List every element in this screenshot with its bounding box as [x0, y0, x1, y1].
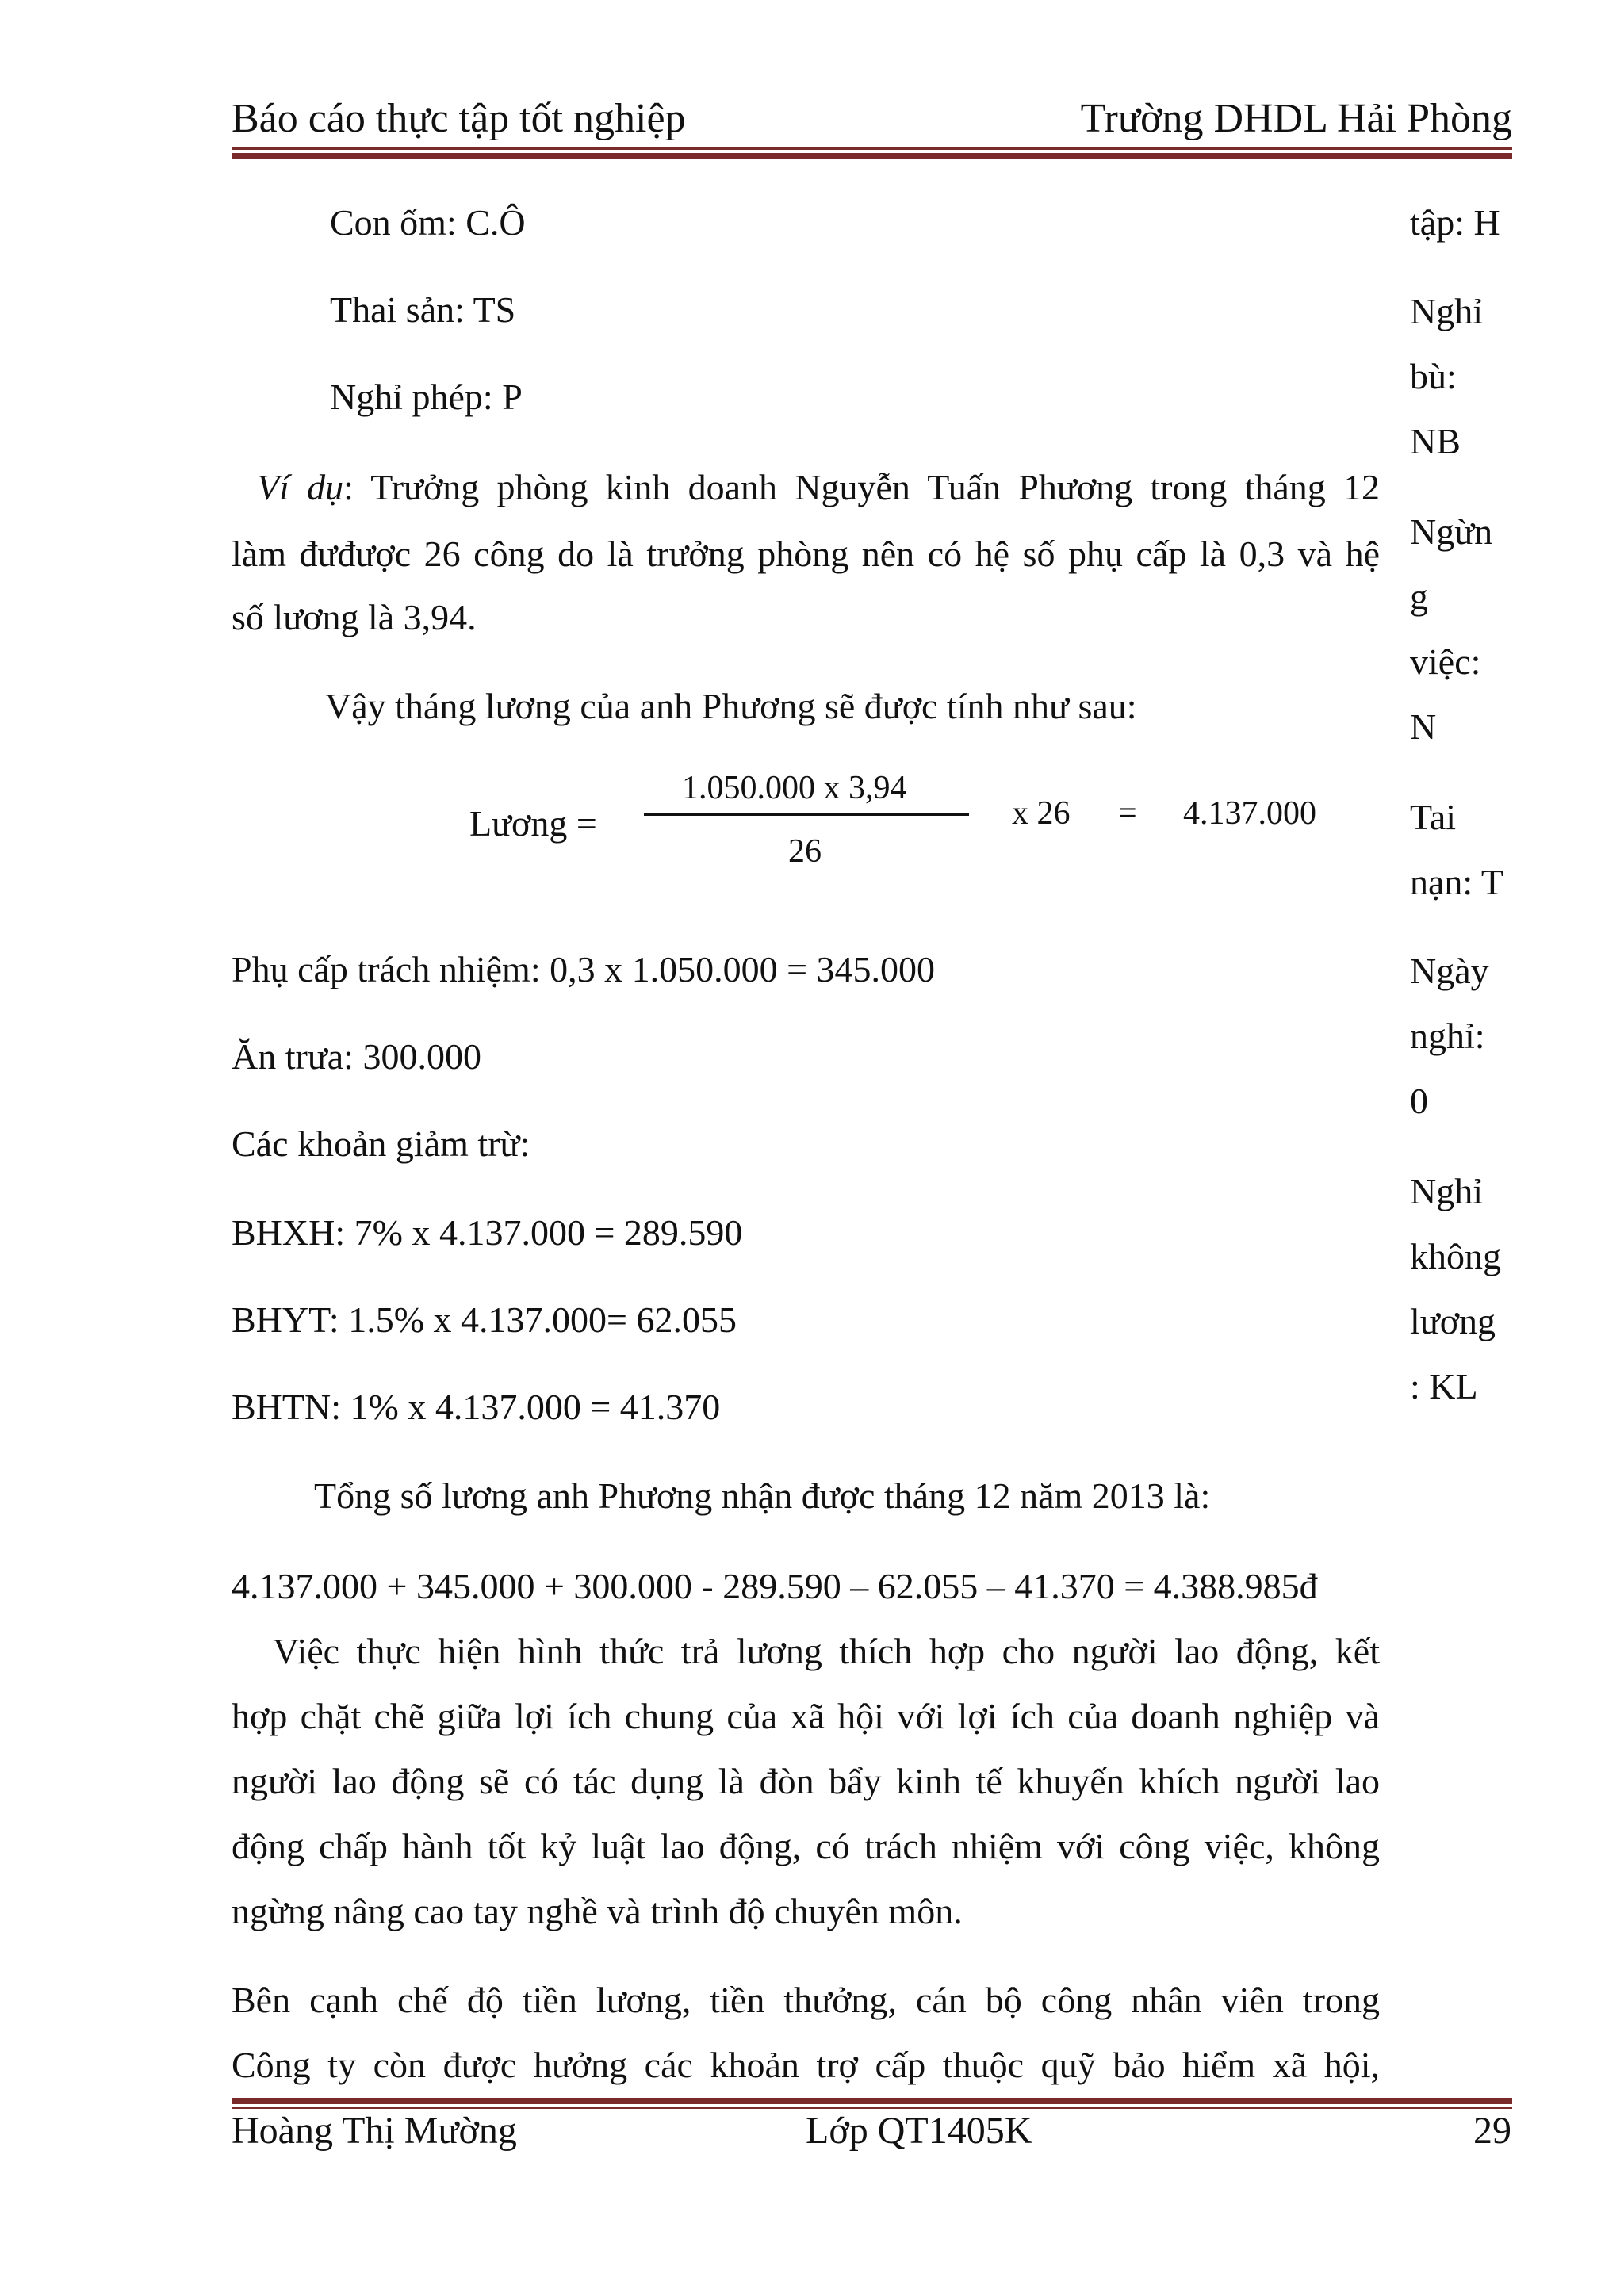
fraction-bar	[644, 813, 969, 816]
formula-lhs: Lương =	[469, 803, 597, 844]
example-label: Ví dụ	[257, 467, 344, 507]
header-rule-thick	[232, 153, 1512, 159]
sidebar-line: tập: H	[1410, 202, 1500, 243]
example-line-2: làm đưđược 26 công do là trưởng phòng nên có hệ số phụ cấp là 0,3 và hệ	[232, 534, 1380, 574]
legend-item: Nghỉ phép: P	[330, 377, 523, 417]
formula-denominator: 26	[788, 833, 822, 870]
total-label: Tổng số lương anh Phương nhận được tháng 12 năm 2013 là:	[314, 1475, 1211, 1516]
intro-text: Vậy tháng lương của anh Phương sẽ được tính như sau:	[325, 686, 1137, 726]
legend-item: Thai sản: TS	[330, 289, 516, 330]
calc-line: BHTN: 1% x 4.137.000 = 41.370	[232, 1387, 721, 1427]
sidebar-line: Ngày	[1410, 951, 1489, 991]
sidebar-line: : KL	[1410, 1366, 1478, 1406]
sidebar-line: N	[1410, 706, 1437, 747]
sidebar-line: g	[1410, 576, 1428, 617]
example-line-1	[232, 466, 1380, 508]
header-rule-thin	[232, 147, 1512, 150]
paragraph-line: Công ty còn được hưởng các khoản trợ cấp thuộc quỹ bảo hiểm xã hội,	[232, 2045, 1380, 2085]
footer-class: Lớp QT1405K	[806, 2110, 1032, 2152]
header-right: Trường DHDL Hải Phòng	[1080, 96, 1512, 141]
legend-item: Con ốm: C.Ô	[330, 202, 526, 243]
calc-line: Các khoản giảm trừ:	[232, 1123, 530, 1164]
paragraph-line: Bên cạnh chế độ tiền lương, tiền thưởng, cán bộ công nhân viên trong	[232, 1980, 1380, 2020]
formula-multiplier: x 26	[1012, 795, 1071, 832]
paragraph-line: ngừng nâng cao tay nghề và trình độ chuyên môn.	[232, 1891, 963, 1931]
sidebar-line: việc:	[1410, 641, 1481, 682]
sidebar-line: Nghỉ	[1410, 291, 1483, 331]
calc-line: BHYT: 1.5% x 4.137.000= 62.055	[232, 1299, 737, 1340]
example-line-3: số lương là 3,94.	[232, 597, 477, 637]
formula-result: 4.137.000	[1183, 795, 1316, 832]
sidebar-line: Ngừn	[1410, 511, 1493, 552]
sidebar-line: lương	[1410, 1301, 1496, 1341]
sidebar-line: bù:	[1410, 356, 1457, 396]
footer-author: Hoàng Thị Mường	[232, 2110, 517, 2152]
sidebar-line: nghỉ:	[1410, 1016, 1485, 1056]
paragraph-line: Việc thực hiện hình thức trả lương thích hợp cho người lao động, kết	[273, 1631, 1380, 1671]
calc-line: BHXH: 7% x 4.137.000 = 289.590	[232, 1212, 743, 1253]
calc-line: Phụ cấp trách nhiệm: 0,3 x 1.050.000 = 345.000	[232, 949, 936, 989]
formula-numerator: 1.050.000 x 3,94	[682, 770, 907, 806]
page-number: 29	[1473, 2110, 1511, 2152]
paragraph-line: động chấp hành tốt kỷ luật lao động, có trách nhiệm với công việc, không	[232, 1826, 1380, 1866]
total-formula: 4.137.000 + 345.000 + 300.000 - 289.590 – 62.055 – 41.370 = 4.388.985đ	[232, 1566, 1318, 1606]
formula-equals: =	[1118, 795, 1137, 832]
header-left: Báo cáo thực tập tốt nghiệp	[232, 96, 686, 141]
sidebar-line: không	[1410, 1236, 1501, 1276]
paragraph-line: hợp chặt chẽ giữa lợi ích chung của xã hội với lợi ích của doanh nghiệp và	[232, 1696, 1380, 1736]
footer-rule-thick	[232, 2098, 1512, 2104]
sidebar-line: Tai	[1410, 797, 1457, 837]
paragraph-line: người lao động sẽ có tác dụng là đòn bẩy kinh tế khuyến khích người lao	[232, 1761, 1380, 1801]
example-text: : Trưởng phòng kinh doanh Nguyễn Tuấn Phương trong tháng 12	[343, 467, 1380, 507]
sidebar-line: NB	[1410, 421, 1461, 461]
sidebar-line: 0	[1410, 1081, 1428, 1121]
sidebar-line: nạn: T	[1410, 862, 1503, 902]
sidebar-line: Nghỉ	[1410, 1171, 1483, 1211]
calc-line: Ăn trưa: 300.000	[232, 1036, 481, 1077]
